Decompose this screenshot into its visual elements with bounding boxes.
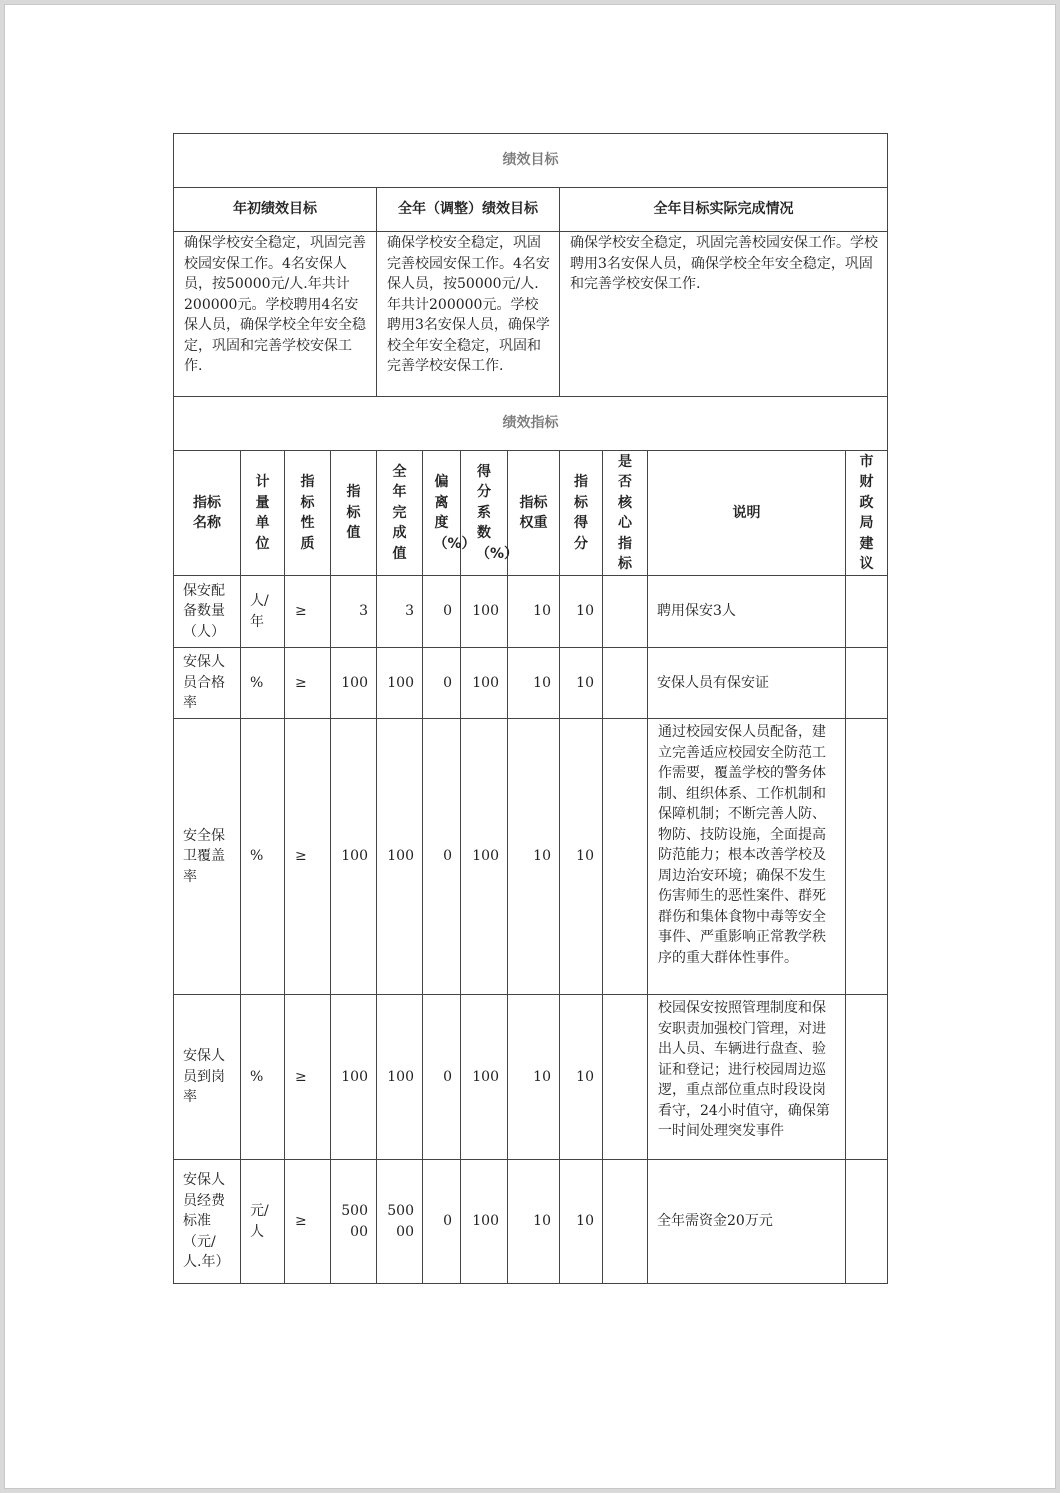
adjusted-goal-cell xyxy=(377,232,560,397)
coefficient: 100 xyxy=(461,995,508,1160)
core-flag xyxy=(603,648,648,719)
adjusted-goal-header: 全年（调整）绩效目标 xyxy=(377,188,560,232)
weight: 10 xyxy=(508,719,560,995)
header-deviation: 偏离度（%） xyxy=(423,451,461,576)
coefficient: 100 xyxy=(461,576,508,648)
weight: 10 xyxy=(508,1160,560,1284)
weight: 10 xyxy=(508,576,560,648)
actual-completion-text: 确保学校安全稳定，巩固完善校园安保工作。学校聘用3名安保人员，确保学校全年安全稳定，巩固和完善学校安保工作. xyxy=(570,235,878,292)
nature: ≥ xyxy=(285,648,331,719)
nature: ≥ xyxy=(285,995,331,1160)
suggestion xyxy=(846,648,888,719)
nature: ≥ xyxy=(285,719,331,995)
adjusted-goal-text: 确保学校安全稳定，巩固完善校园安保工作。4名安保人员，按50000元/人.年共计200000元。学校聘用3名安保人员，确保学校全年安全稳定，巩固和完善学校安保工作. xyxy=(387,235,550,374)
description: 聘用保安3人 xyxy=(648,576,846,648)
initial-goal-header: 年初绩效目标 xyxy=(174,188,377,232)
deviation: 0 xyxy=(423,648,461,719)
suggestion xyxy=(846,1160,888,1284)
header-unit: 计量单位 xyxy=(241,451,285,576)
coefficient: 100 xyxy=(461,1160,508,1284)
unit: % xyxy=(241,719,285,995)
actual-value: 100 xyxy=(377,719,423,995)
indicator-name: 保安配备数量（人） xyxy=(174,576,241,648)
indicator-name: 安全保卫覆盖率 xyxy=(174,719,241,995)
description: 校园保安按照管理制度和保安职责加强校门管理，对进出人员、车辆进行盘查、验证和登记；进行校园周边巡逻，重点部位重点时段设岗看守，24小时值守，确保第一时间处理突发事件 xyxy=(648,995,846,1160)
unit: 人/年 xyxy=(241,576,285,648)
header-actual: 全年完成值 xyxy=(377,451,423,576)
table-row xyxy=(174,648,888,719)
document-page xyxy=(5,5,1055,1488)
header-description: 说明 xyxy=(648,451,846,576)
description: 通过校园安保人员配备，建立完善适应校园安全防范工作需要，覆盖学校的警务体制、组织体系、工作机制和保障机制；不断完善人防、物防、技防设施，全面提高防范能力；根本改善学校及周边治安环境；确保不发生伤害师生的恶性案件、群死群伤和集体食物中毒等安全事件、严重影响正常教学秩序的重大群体性事件。 xyxy=(648,719,846,995)
actual-value: 100 xyxy=(377,648,423,719)
target-value: 100 xyxy=(331,719,377,995)
core-flag xyxy=(603,576,648,648)
actual-completion-header: 全年目标实际完成情况 xyxy=(560,188,888,232)
description: 全年需资金20万元 xyxy=(648,1160,846,1284)
core-flag xyxy=(603,995,648,1160)
table-row xyxy=(174,719,888,995)
deviation: 0 xyxy=(423,995,461,1160)
indicator-name: 安保人员到岗率 xyxy=(174,995,241,1160)
score: 10 xyxy=(560,1160,603,1284)
table-row xyxy=(174,995,888,1160)
header-core: 是否核心指标 xyxy=(603,451,648,576)
suggestion xyxy=(846,576,888,648)
score: 10 xyxy=(560,719,603,995)
score: 10 xyxy=(560,648,603,719)
initial-goal-cell xyxy=(174,232,377,397)
target-value: 100 xyxy=(331,995,377,1160)
nature: ≥ xyxy=(285,576,331,648)
score: 10 xyxy=(560,995,603,1160)
table-row xyxy=(174,576,888,648)
performance-table xyxy=(173,133,888,1284)
header-target: 指标值 xyxy=(331,451,377,576)
header-suggestion: 市财政局建议 xyxy=(846,451,888,576)
unit: 元/人 xyxy=(241,1160,285,1284)
unit: % xyxy=(241,648,285,719)
target-value: 100 xyxy=(331,648,377,719)
unit: % xyxy=(241,995,285,1160)
deviation: 0 xyxy=(423,719,461,995)
target-value: 50000 xyxy=(331,1160,377,1284)
indicator-name: 安保人员经费标准（元/人.年） xyxy=(174,1160,241,1284)
table-row xyxy=(174,1160,888,1284)
indicators-title: 绩效指标 xyxy=(174,397,888,451)
header-indicator-name: 指标名称 xyxy=(174,451,241,576)
target-value: 3 xyxy=(331,576,377,648)
header-coefficient: 得分系数（%） xyxy=(461,451,508,576)
nature: ≥ xyxy=(285,1160,331,1284)
suggestion xyxy=(846,995,888,1160)
indicator-name: 安保人员合格率 xyxy=(174,648,241,719)
coefficient: 100 xyxy=(461,648,508,719)
core-flag xyxy=(603,1160,648,1284)
actual-value: 3 xyxy=(377,576,423,648)
perf-goals-title: 绩效目标 xyxy=(174,134,888,188)
actual-value: 50000 xyxy=(377,1160,423,1284)
deviation: 0 xyxy=(423,576,461,648)
initial-goal-text: 确保学校安全稳定，巩固完善校园安保工作。4名安保人员，按50000元/人.年共计200000元。学校聘用4名安保人员，确保学校全年安全稳定，巩固和完善学校安保工作. xyxy=(184,235,366,374)
weight: 10 xyxy=(508,648,560,719)
actual-completion-cell xyxy=(560,232,888,397)
score: 10 xyxy=(560,576,603,648)
deviation: 0 xyxy=(423,1160,461,1284)
header-score: 指标得分 xyxy=(560,451,603,576)
suggestion xyxy=(846,719,888,995)
weight: 10 xyxy=(508,995,560,1160)
core-flag xyxy=(603,719,648,995)
coefficient: 100 xyxy=(461,719,508,995)
header-weight: 指标权重 xyxy=(508,451,560,576)
header-nature: 指标性质 xyxy=(285,451,331,576)
description: 安保人员有保安证 xyxy=(648,648,846,719)
actual-value: 100 xyxy=(377,995,423,1160)
